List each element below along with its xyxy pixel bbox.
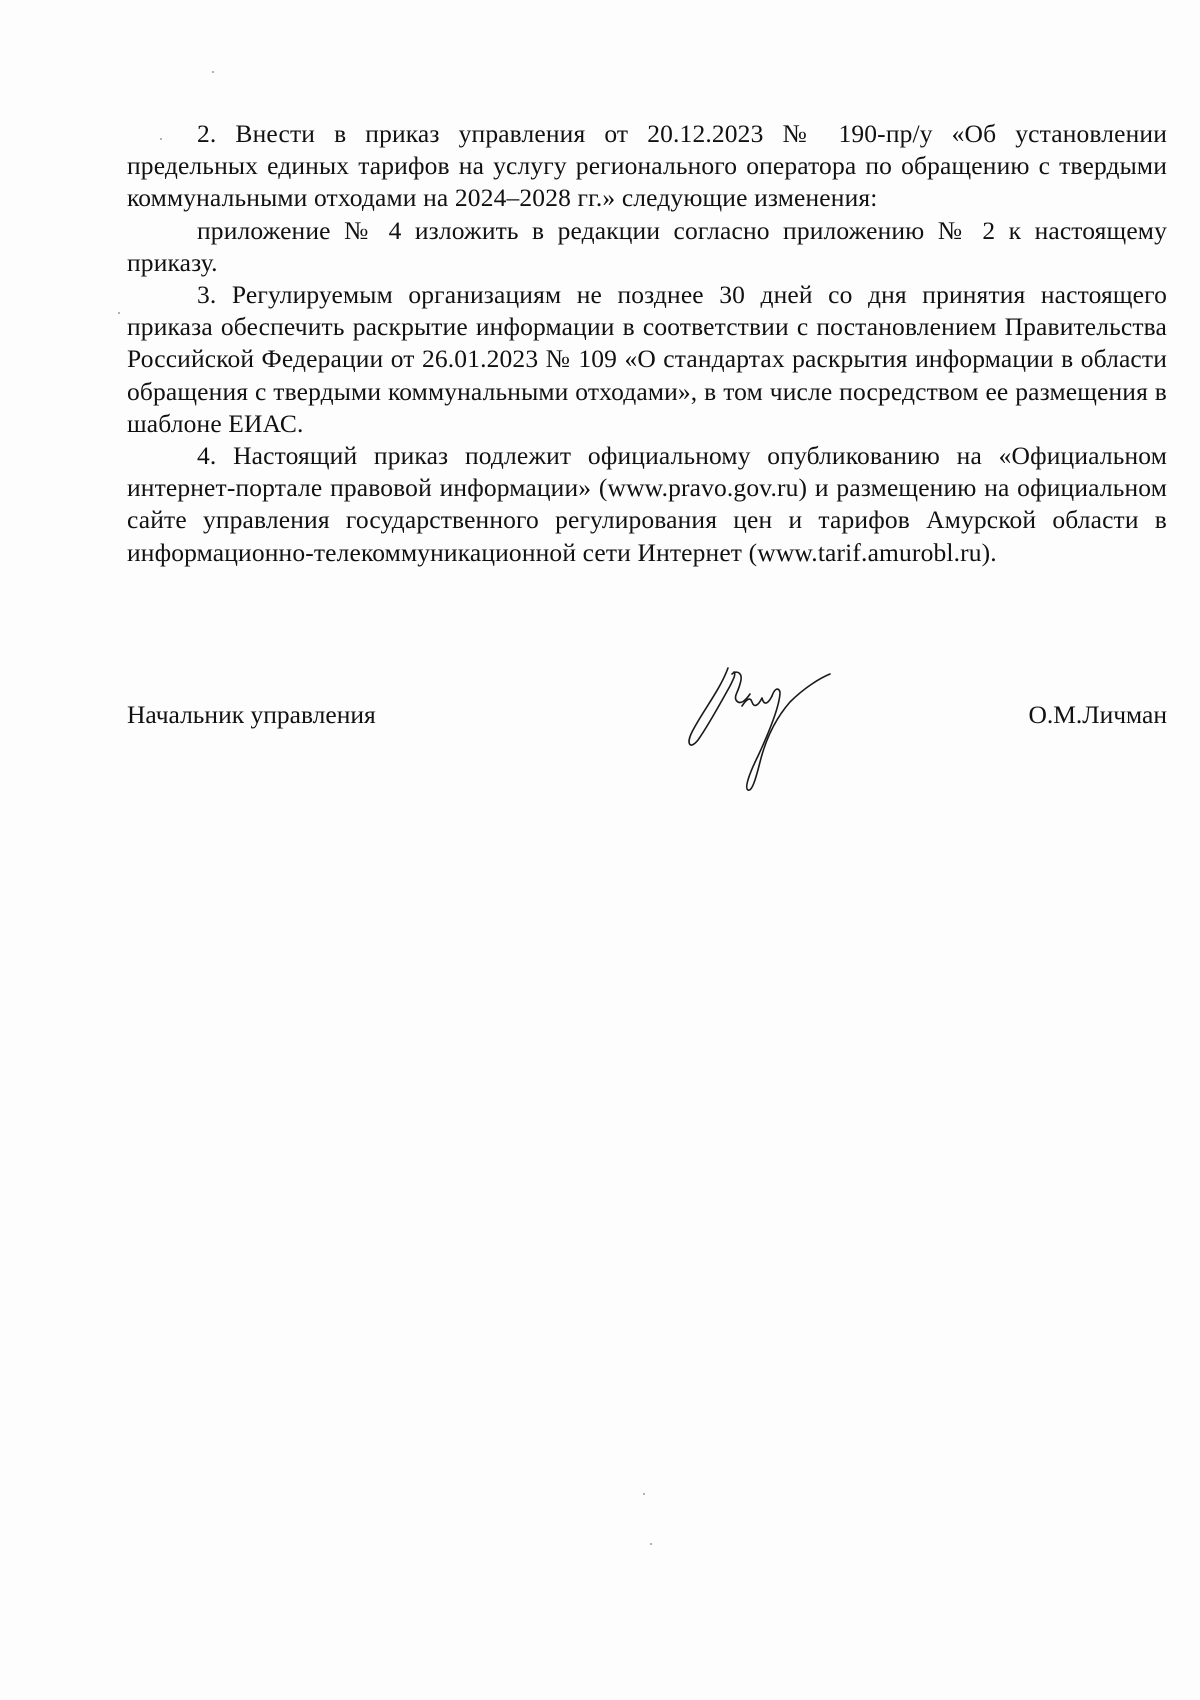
scan-speck xyxy=(212,71,214,73)
handwritten-signature xyxy=(680,660,840,810)
scan-speck xyxy=(643,1493,645,1495)
paragraph-item-3: 3. Регулируемым организациям не позднее 30 дней со дня принятия настоящего приказа обеспечить раскрытие информации в соответствии с постановлением Правительства Российской Федерации от 26.01.2023 № 109 «О стандартах раскрытия информации в области обращения с твердыми коммунальными отходами», в том числе посредством ее размещения в шаблоне ЕИАС. xyxy=(127,280,1167,438)
signatory-position: Начальник управления xyxy=(127,700,376,729)
signatory-name: О.М.Личман xyxy=(1028,700,1167,729)
paragraph-item-4: 4. Настоящий приказ подлежит официальному опубликованию на «Официальном интернет-портале правовой информации» (www.pravo.gov.ru) и размещению на официальном сайте управления государственного регулирования цен и тарифов Амурской области в информационно-телекоммуникационной сети Интернет (www.tarif.amurobl.ru). xyxy=(127,441,1167,567)
paragraph-item-2: 2. Внести в приказ управления от 20.12.2023 № 190-пр/у «Об установлении предельных единых тарифов на услугу регионального оператора по обращению с твердыми коммунальными отходами на 2024–2028 гг.» следующие изменения: xyxy=(127,119,1167,213)
scan-speck xyxy=(118,312,120,314)
document-body xyxy=(127,118,1167,569)
paragraph-amendment: приложение № 4 изложить в редакции согласно приложению № 2 к настоящему приказу. xyxy=(127,215,1167,277)
scan-speck xyxy=(650,1543,652,1545)
signature-block xyxy=(127,700,1167,740)
